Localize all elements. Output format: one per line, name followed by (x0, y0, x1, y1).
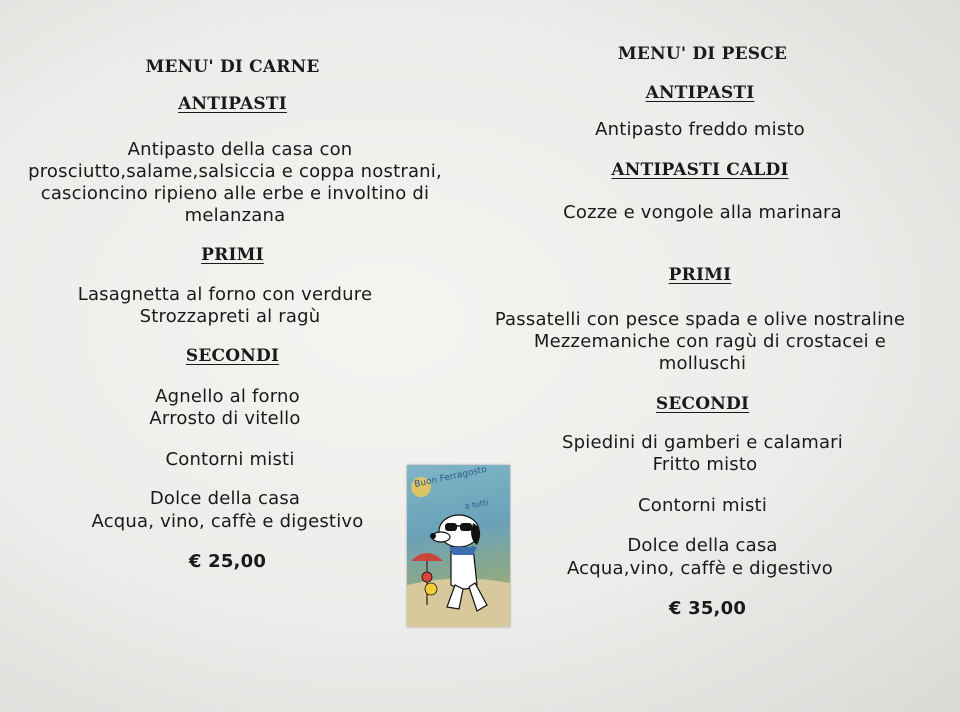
meat-antipasti-line: prosciutto,salame,salsiccia e coppa nostrani, (28, 161, 442, 182)
meat-primi-line: Lasagnetta al forno con verdure (77, 284, 373, 305)
fish-dolce-line: Dolce della casa (627, 535, 778, 556)
meat-secondi-heading: SECONDI (185, 346, 280, 366)
meat-dolce-line: Dolce della casa (149, 488, 301, 509)
fish-primi-line: molluschi (658, 353, 747, 374)
fish-primi-heading: PRIMI (668, 265, 732, 285)
fish-secondi-line: Fritto misto (652, 454, 758, 475)
meat-primi-heading: PRIMI (201, 245, 264, 265)
fish-primi-line: Mezzemaniche con ragù di crostacei e (533, 331, 887, 352)
fish-contorni: Contorni misti (637, 495, 768, 516)
fish-antipasti-caldi-heading: ANTIPASTI CALDI (611, 160, 789, 180)
meat-primi-line: Strozzapreti al ragù (139, 306, 321, 327)
beach-dog-illustration (407, 465, 510, 627)
fish-secondi-line: Spiedini di gamberi e calamari (562, 432, 843, 453)
fish-antipasti-line: Antipasto freddo misto (595, 119, 805, 140)
fish-antipasti-heading: ANTIPASTI (645, 83, 755, 103)
fish-antipasti-caldi-line: Cozze e vongole alla marinara (563, 202, 842, 223)
meat-dolce-line: Acqua, vino, caffè e digestivo (91, 511, 364, 532)
meat-price: € 25,00 (188, 551, 267, 572)
meat-antipasti-line: cascioncino ripieno alle erbe e involtino di (40, 183, 430, 204)
fish-dolce-line: Acqua,vino, caffè e digestivo (566, 558, 834, 579)
meat-antipasti-line: melanzana (184, 205, 286, 226)
meat-secondi-line: Agnello al forno (155, 386, 300, 407)
card-caption-line-1: Buon Ferragosto (413, 465, 488, 490)
meat-menu-title: MENU' DI CARNE (145, 57, 320, 77)
meat-contorni: Contorni misti (165, 449, 295, 470)
card-caption-line-2: a tutti (463, 497, 490, 511)
meat-secondi-line: Arrosto di vitello (149, 408, 301, 429)
meat-antipasti-line: Antipasto della casa con (127, 139, 353, 160)
fish-secondi-heading: SECONDI (655, 394, 750, 414)
fish-menu-title: MENU' DI PESCE (617, 44, 788, 64)
meat-antipasti-heading: ANTIPASTI (178, 94, 287, 114)
ferragosto-card-illustration (407, 465, 510, 627)
fish-price: € 35,00 (668, 598, 747, 619)
fish-primi-line: Passatelli con pesce spada e olive nostraline (494, 309, 906, 330)
